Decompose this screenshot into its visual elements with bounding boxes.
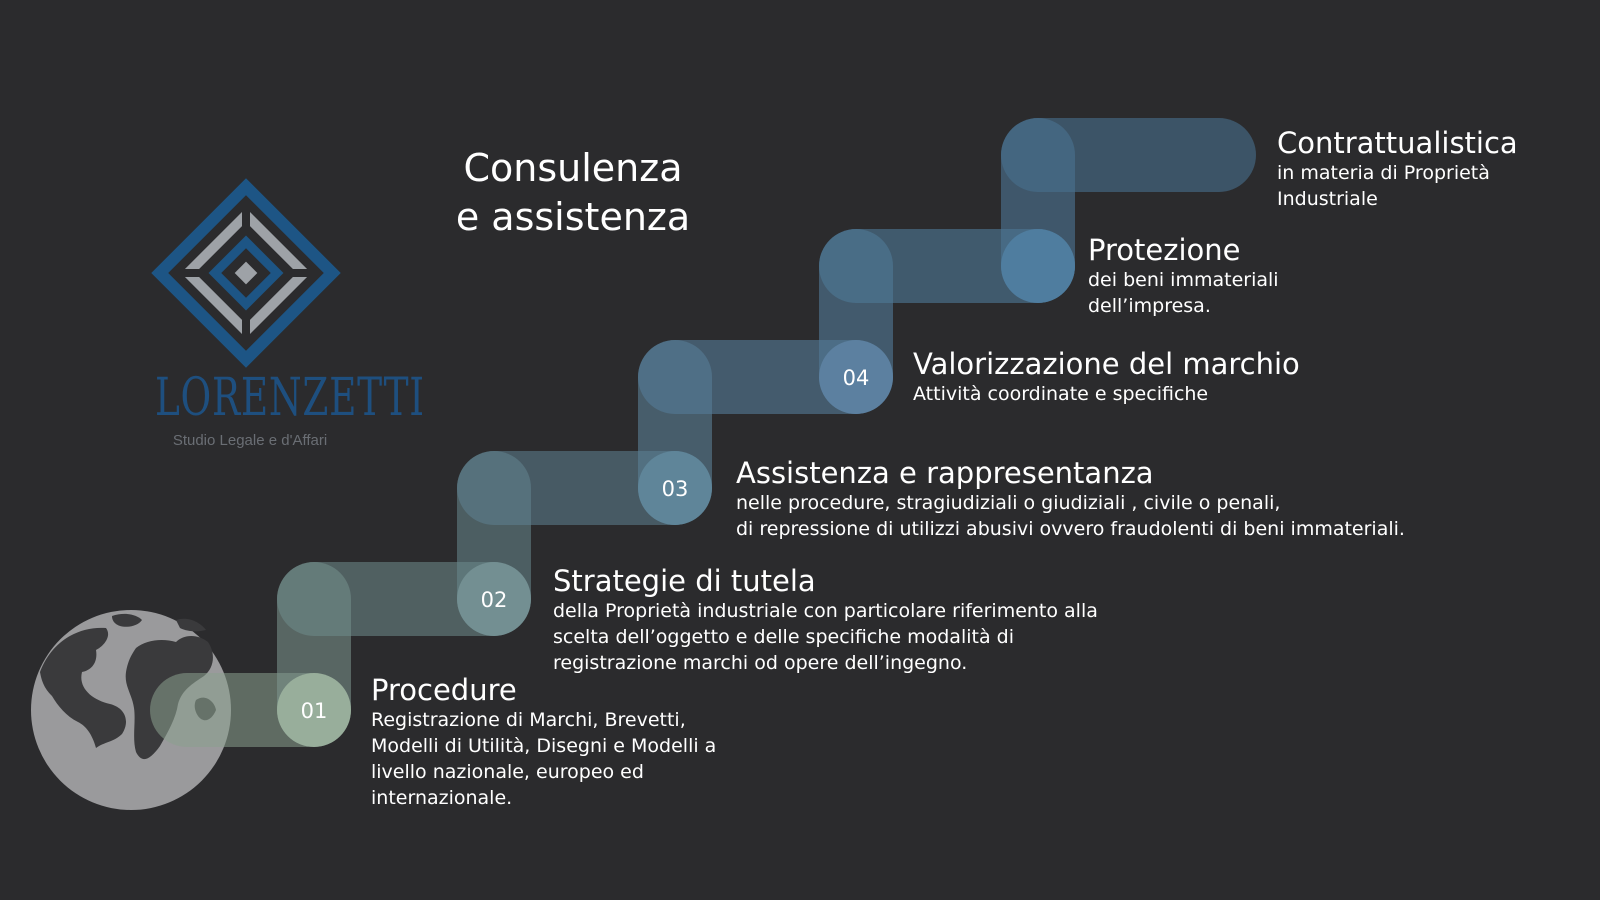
step-marker-05 xyxy=(1001,229,1075,303)
desc-line: dell’impresa. xyxy=(1088,295,1211,317)
step-title: Assistenza e rappresentanza xyxy=(736,456,1154,490)
step-description xyxy=(736,490,1405,542)
desc-line: livello nazionale, europeo ed xyxy=(371,761,644,783)
step-title: Strategie di tutela xyxy=(553,564,816,598)
page-title xyxy=(430,144,716,242)
desc-line: di repressione di utilizzi abusivi ovvero fraudolenti di beni immateriali. xyxy=(736,518,1405,540)
title-line: e assistenza xyxy=(455,195,691,239)
step-marker-03 xyxy=(638,451,712,525)
step-description xyxy=(1277,160,1518,212)
step-description xyxy=(371,707,716,811)
step-contrattualistica xyxy=(1277,126,1518,212)
brand-tagline: Studio Legale e d'Affari xyxy=(172,432,328,449)
step-title: Procedure xyxy=(371,673,517,707)
desc-line: Modelli di Utilità, Disegni e Modelli a xyxy=(371,735,717,757)
step-assistenza xyxy=(736,456,1405,542)
desc-line: scelta dell’oggetto e delle specifiche modalità di xyxy=(553,626,1014,648)
step-description xyxy=(1088,267,1279,319)
desc-line: in materia di Proprietà xyxy=(1277,162,1490,184)
desc-line: internazionale. xyxy=(371,787,513,809)
step-title: Protezione xyxy=(1088,233,1241,267)
step-title: Valorizzazione del marchio xyxy=(913,347,1300,381)
step-marker-04 xyxy=(819,340,893,414)
desc-line: della Proprietà industriale con particolare riferimento alla xyxy=(553,600,1098,622)
step-valorizzazione xyxy=(913,347,1300,407)
desc-line: Registrazione di Marchi, Brevetti, xyxy=(371,709,686,731)
brand-name: LORENZETTI xyxy=(154,368,425,428)
step-description xyxy=(913,381,1300,407)
step-protezione xyxy=(1088,233,1279,319)
lorenzetti-logo-icon xyxy=(160,187,333,360)
step-number: 01 xyxy=(300,699,328,723)
step-procedure xyxy=(371,673,716,811)
step-strategie xyxy=(553,564,1098,676)
step-title: Contrattualistica xyxy=(1277,126,1518,160)
step-marker-01 xyxy=(277,673,351,747)
step-number: 03 xyxy=(661,477,689,501)
desc-line: Attività coordinate e specifiche xyxy=(913,383,1209,405)
desc-line: Industriale xyxy=(1277,188,1378,210)
title-line: Consulenza xyxy=(463,146,683,190)
desc-line: registrazione marchi od opere dell’ingegno. xyxy=(553,652,968,674)
desc-line: dei beni immateriali xyxy=(1088,269,1279,291)
step-description xyxy=(553,598,1098,676)
step-number: 04 xyxy=(842,366,870,390)
step-number: 02 xyxy=(480,588,508,612)
step-marker-02 xyxy=(457,562,531,636)
desc-line: nelle procedure, stragiudiziali o giudiziali , civile o penali, xyxy=(736,492,1281,514)
